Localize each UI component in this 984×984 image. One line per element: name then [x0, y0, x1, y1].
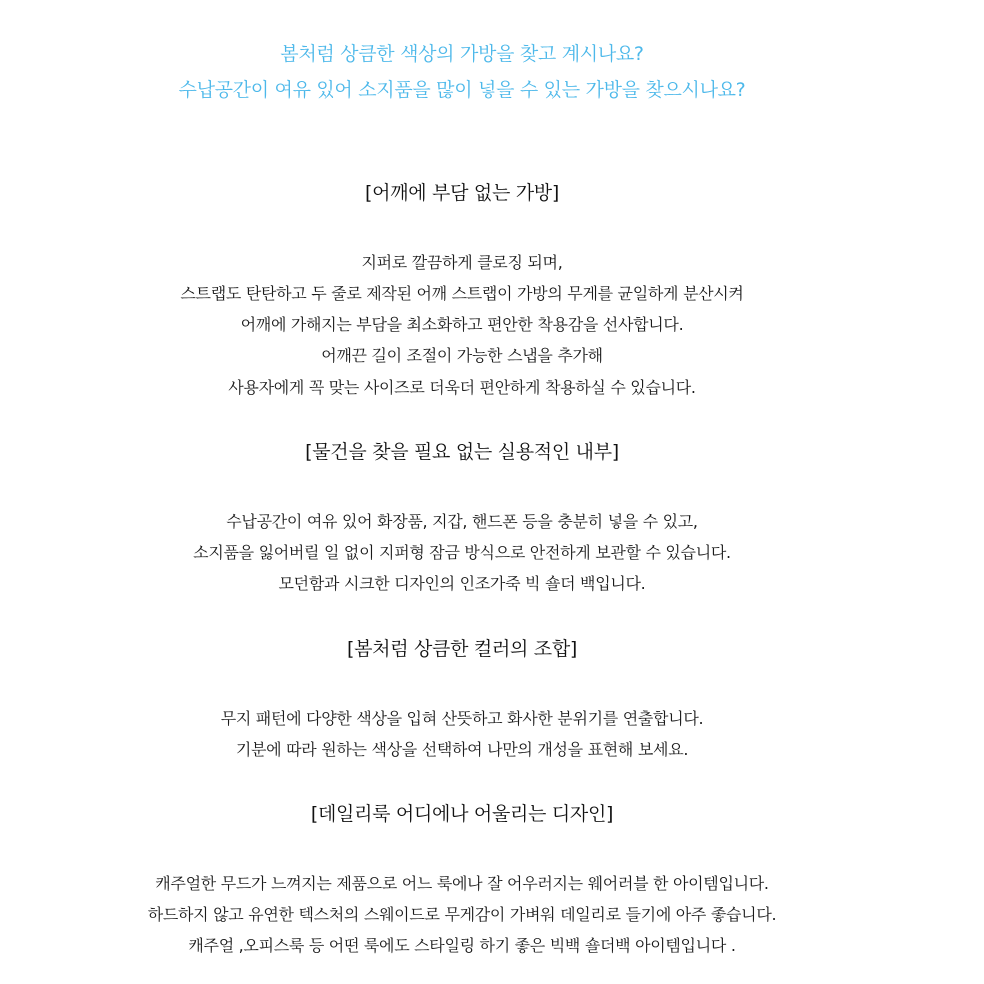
section-heading-color: [봄처럼 상큼한 컬러의 조합]: [346, 638, 578, 660]
section-4-line-3: 캐주얼 ,오피스룩 등 어떤 룩에도 스타일링 하기 좋은 빅백 숄더백 아이템입니다 .: [188, 936, 736, 955]
section-2-line-1: 수납공간이 여유 있어 화장품, 지갑, 핸드폰 등을 충분히 넣을 수 있고,: [226, 512, 698, 531]
section-1-line-2: 스트랩도 탄탄하고 두 줄로 제작된 어깨 스트랩이 가방의 무게를 균일하게 분산시켜: [180, 284, 744, 303]
section-4-line-1: 캐주얼한 무드가 느껴지는 제품으로 어느 룩에나 잘 어우러지는 웨어러블 한 아이템입니다.: [155, 874, 769, 893]
section-1-line-5: 사용자에게 꼭 맞는 사이즈로 더욱더 편안하게 착용하실 수 있습니다.: [228, 378, 696, 397]
intro-line-2: 수납공간이 여유 있어 소지품을 많이 넣을 수 있는 가방을 찾으시나요?: [178, 79, 746, 101]
section-2-line-2: 소지품을 잃어버릴 일 없이 지퍼형 잠금 방식으로 안전하게 보관할 수 있습니다.: [193, 543, 731, 562]
section-1-line-3: 어깨에 가해지는 부담을 최소화하고 편안한 착용감을 선사합니다.: [240, 315, 684, 334]
section-3-line-2: 기분에 따라 원하는 색상을 선택하여 나만의 개성을 표현해 보세요.: [235, 740, 689, 759]
intro-line-1: 봄처럼 상큼한 색상의 가방을 찾고 계시나요?: [280, 43, 644, 65]
section-4-line-2: 하드하지 않고 유연한 텍스처의 스웨이드로 무게감이 가벼워 데일리로 들기에 아주 좋습니다.: [147, 905, 777, 924]
section-1-line-1: 지퍼로 깔끔하게 클로징 되며,: [361, 253, 563, 272]
section-heading-shoulder: [어깨에 부담 없는 가방]: [365, 182, 559, 204]
section-heading-daily-look: [데일리룩 어디에나 어울리는 디자인]: [310, 803, 614, 825]
section-1-line-4: 어깨끈 길이 조절이 가능한 스냅을 추가해: [321, 346, 603, 365]
section-3-line-1: 무지 패턴에 다양한 색상을 입혀 산뜻하고 화사한 분위기를 연출합니다.: [220, 709, 704, 728]
section-2-line-3: 모던함과 시크한 디자인의 인조가죽 빅 숄더 백입니다.: [278, 574, 646, 593]
section-heading-interior: [물건을 찾을 필요 없는 실용적인 내부]: [305, 441, 619, 463]
